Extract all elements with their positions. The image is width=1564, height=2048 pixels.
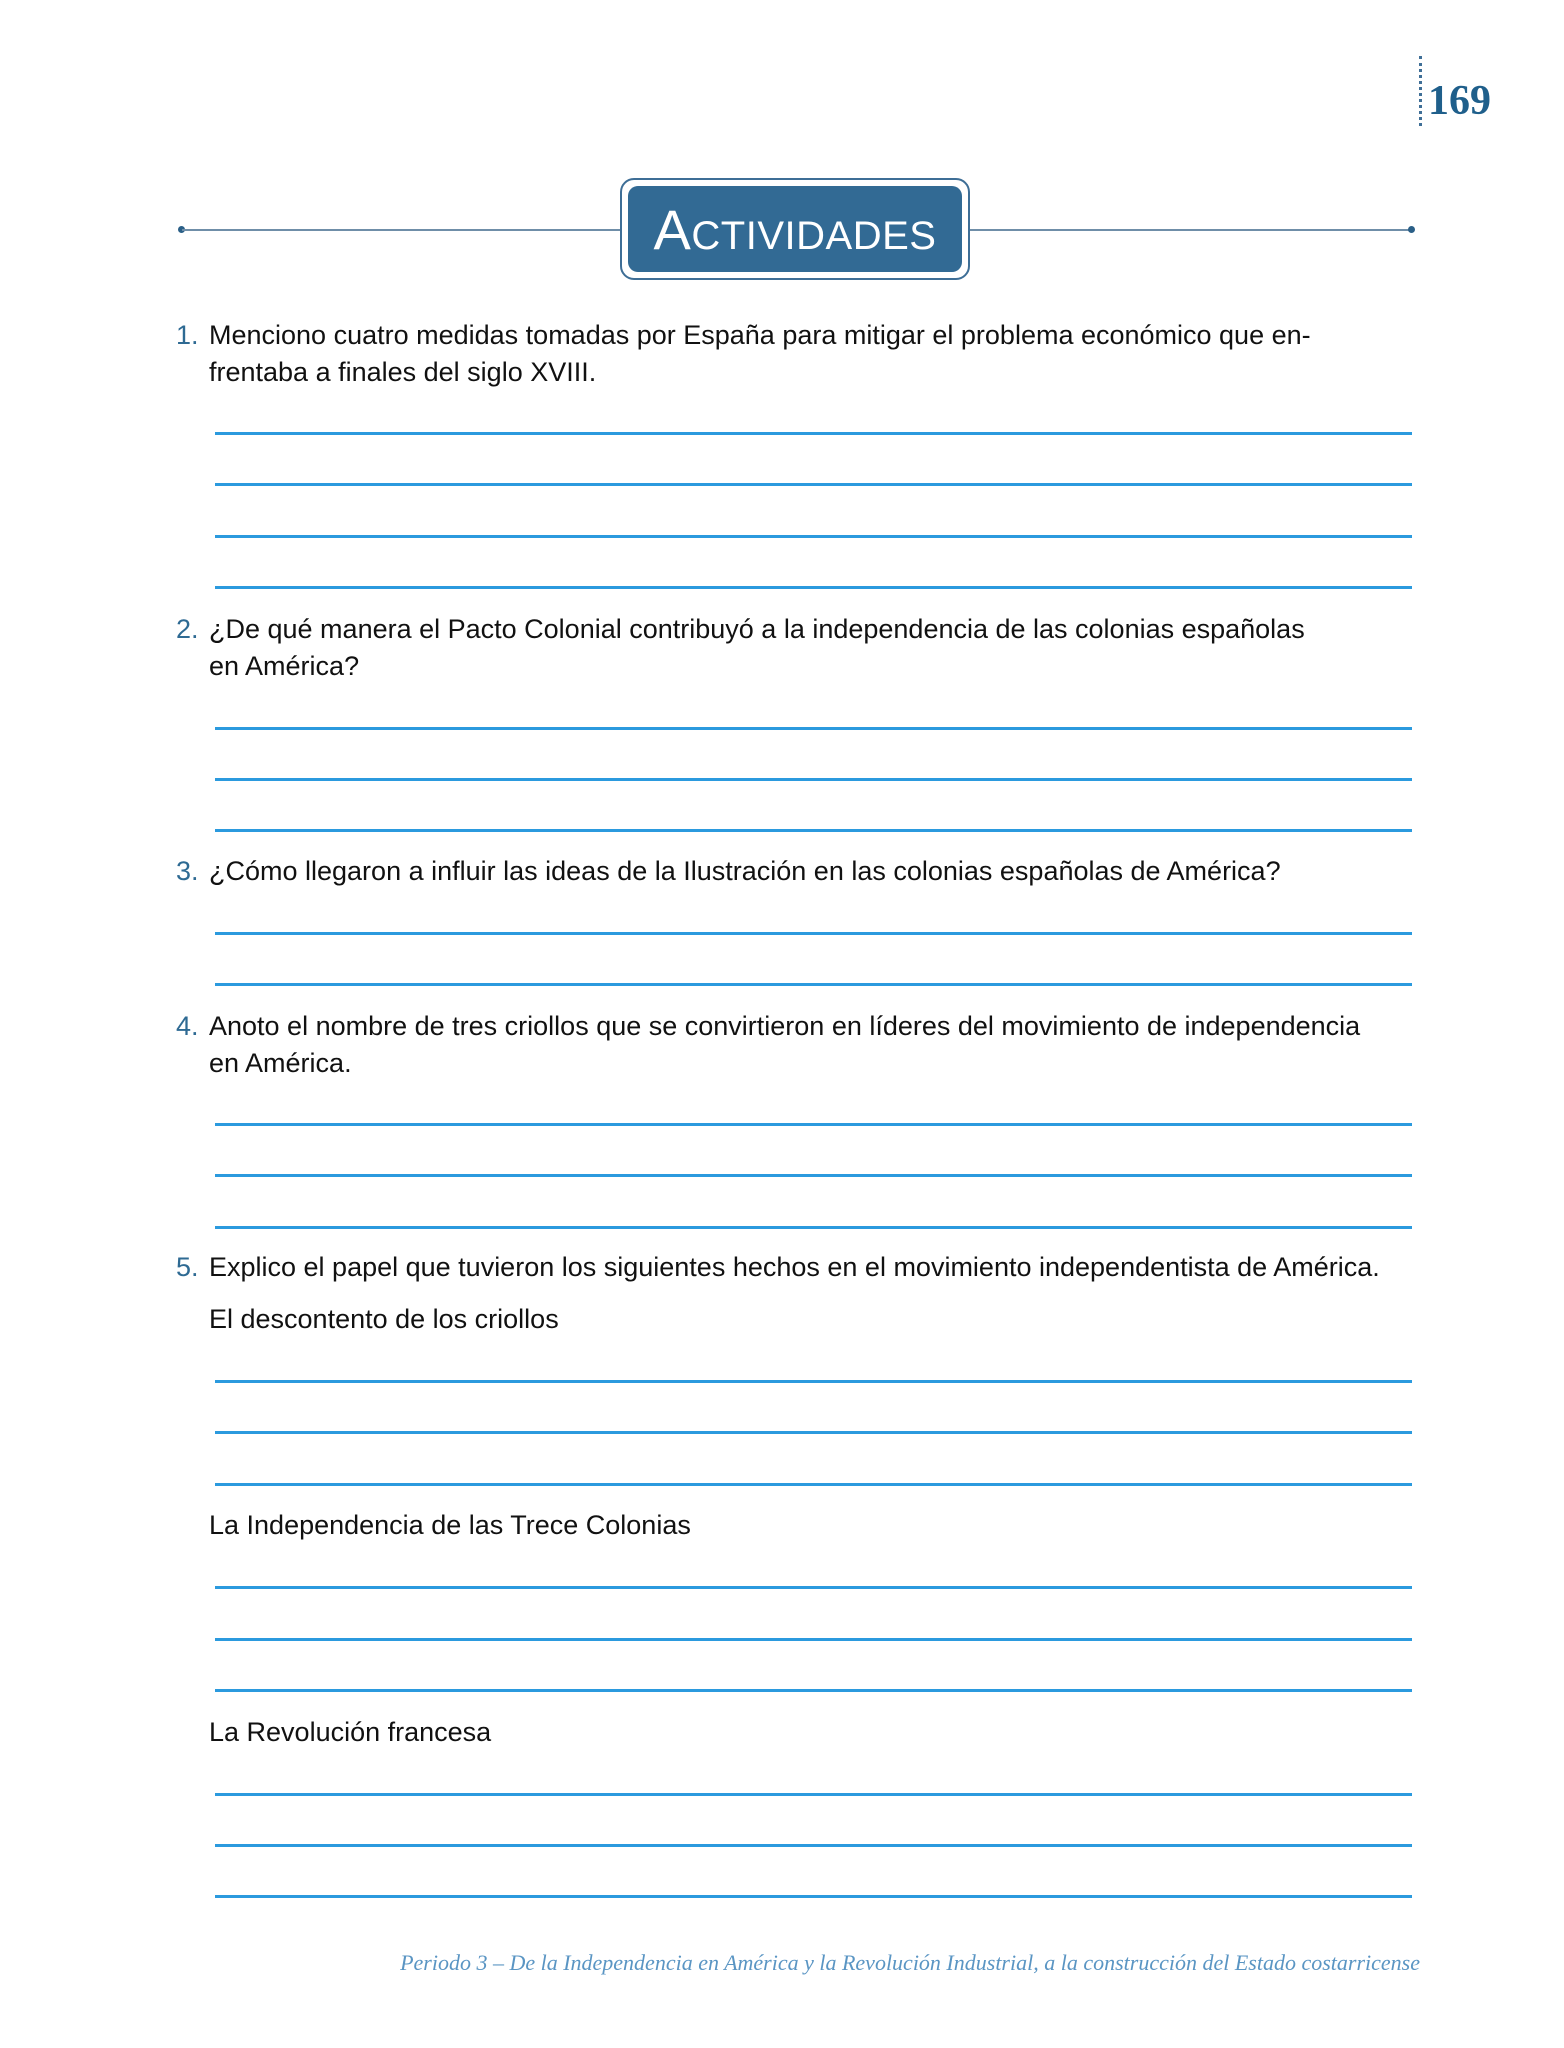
- section-badge: [628, 186, 962, 272]
- question-number: 2.: [176, 614, 199, 644]
- answer-line-5b-1[interactable]: [215, 1586, 1412, 1589]
- question-5: [176, 1249, 1416, 1286]
- answer-line-1-2[interactable]: [215, 483, 1412, 486]
- answer-line-5c-3[interactable]: [215, 1895, 1412, 1898]
- answer-line-3-1[interactable]: [215, 932, 1412, 935]
- question-text: ¿Cómo llegaron a influir las ideas de la Ilustración en las colonias españolas de América?: [209, 856, 1281, 886]
- header-rule-right: [968, 229, 1411, 231]
- answer-line-5c-2[interactable]: [215, 1844, 1412, 1847]
- answer-line-2-2[interactable]: [215, 778, 1412, 781]
- question-3: [176, 853, 1416, 890]
- answer-line-5b-2[interactable]: [215, 1638, 1412, 1641]
- question-text: Explico el papel que tuvieron los siguientes hechos en el movimiento independentista de América.: [209, 1252, 1380, 1282]
- subitem-label: El descontento de los criollos: [209, 1304, 559, 1334]
- question-text-cont: en América.: [209, 1048, 352, 1078]
- question-text-cont: frentaba a finales del siglo XVIII.: [209, 357, 597, 387]
- answer-line-5c-1[interactable]: [215, 1793, 1412, 1796]
- answer-line-5a-3[interactable]: [215, 1483, 1412, 1486]
- page-number: 169: [1428, 78, 1491, 124]
- subitem-label: La Independencia de las Trece Colonias: [209, 1510, 691, 1540]
- question-number: 4.: [176, 1011, 199, 1041]
- header-rule-left: [182, 229, 622, 231]
- answer-line-3-2[interactable]: [215, 983, 1412, 986]
- question-2: [176, 611, 1416, 685]
- section-title: ACTIVIDADES: [653, 197, 937, 261]
- question-text: ¿De qué manera el Pacto Colonial contribuyó a la independencia de las colonias españolas: [209, 614, 1305, 644]
- answer-line-5a-2[interactable]: [215, 1431, 1412, 1434]
- question-text: Anoto el nombre de tres criollos que se convirtieron en líderes del movimiento de independencia: [209, 1011, 1361, 1041]
- answer-line-1-1[interactable]: [215, 432, 1412, 435]
- rule-endpoint-right: [1408, 226, 1415, 233]
- answer-line-4-3[interactable]: [215, 1226, 1412, 1229]
- answer-line-5b-3[interactable]: [215, 1689, 1412, 1692]
- question-number: 3.: [176, 856, 199, 886]
- question-4: [176, 1008, 1416, 1082]
- question-number: 5.: [176, 1252, 199, 1282]
- question-text: Menciono cuatro medidas tomadas por España para mitigar el problema económico que en-: [209, 320, 1311, 350]
- answer-line-2-1[interactable]: [215, 727, 1412, 730]
- answer-line-4-2[interactable]: [215, 1174, 1412, 1177]
- answer-line-1-3[interactable]: [215, 535, 1412, 538]
- answer-line-1-4[interactable]: [215, 586, 1412, 589]
- answer-line-4-1[interactable]: [215, 1123, 1412, 1126]
- answer-line-5a-1[interactable]: [215, 1380, 1412, 1383]
- question-1: [176, 317, 1416, 391]
- subitem-label: La Revolución francesa: [209, 1717, 492, 1747]
- running-footer: Periodo 3 – De la Independencia en América y la Revolución Industrial, a la construcción del Estado costarricense: [400, 1950, 1420, 1975]
- answer-line-2-3[interactable]: [215, 829, 1412, 832]
- question-number: 1.: [176, 320, 199, 350]
- page-number-divider: [1419, 56, 1422, 126]
- question-text-cont: en América?: [209, 651, 360, 681]
